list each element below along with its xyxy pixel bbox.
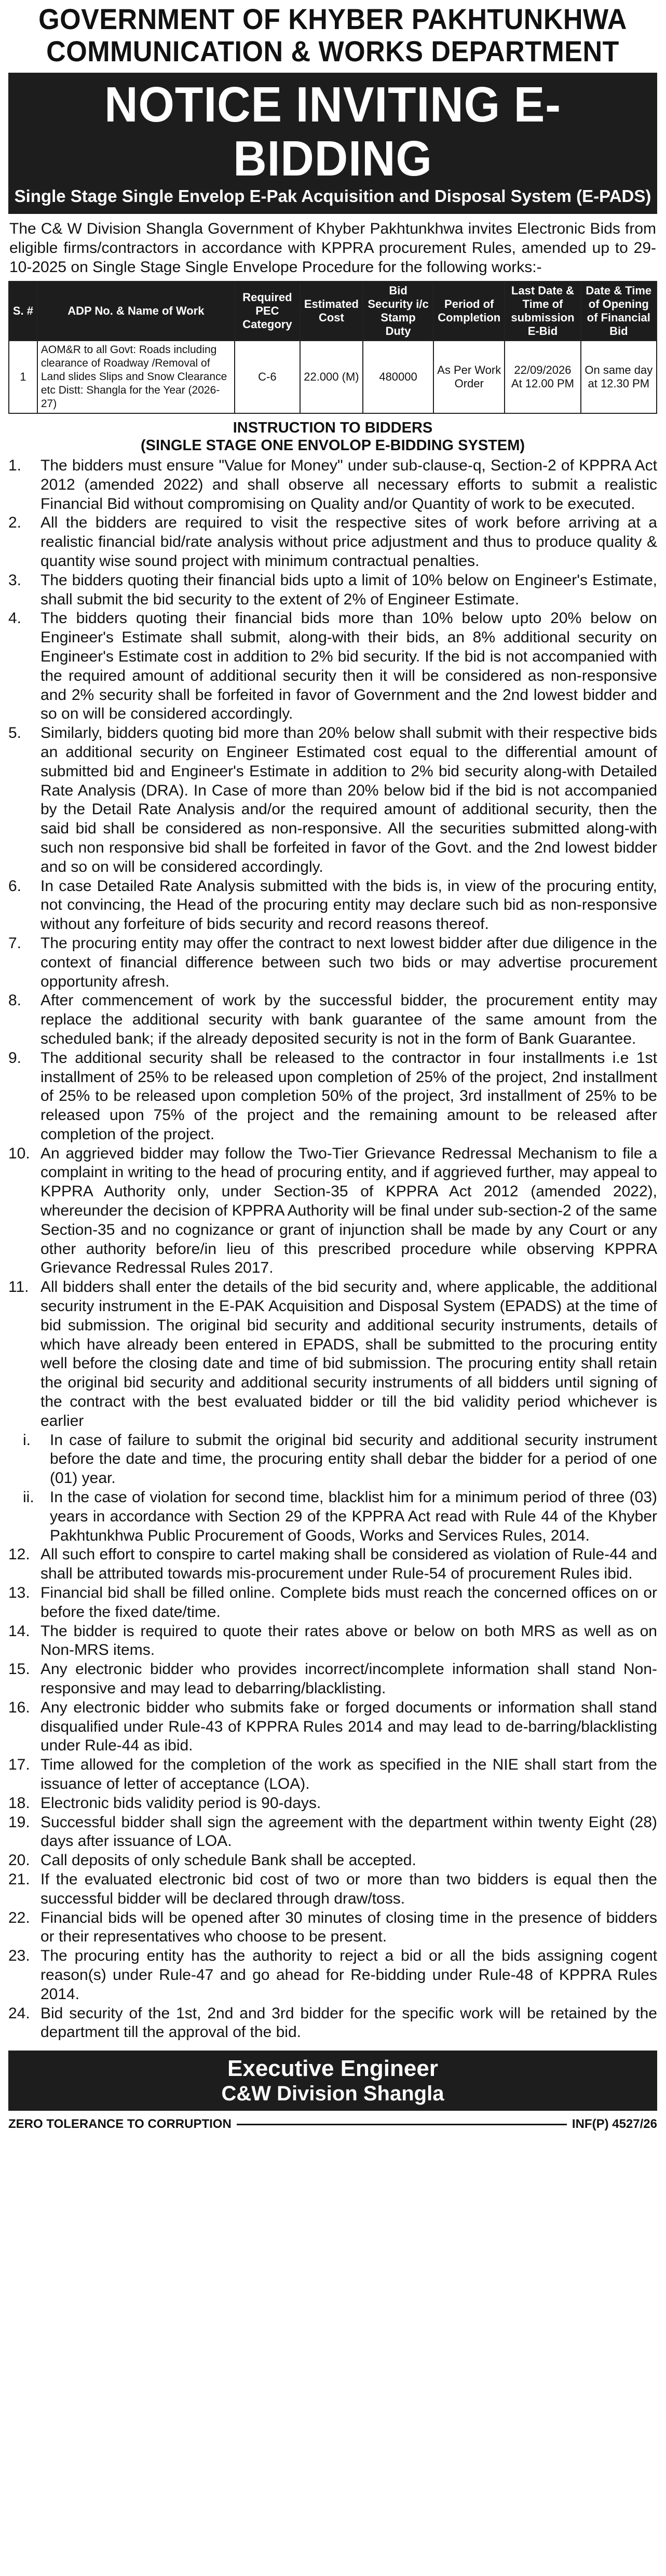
item-text: Bid security of the 1st, 2nd and 3rd bidder for the specific work will be retained by the department till the approval of the bid. <box>40 2004 657 2041</box>
item-number: 18. <box>8 1794 30 1812</box>
item-text: All such effort to conspire to cartel making shall be considered as violation of Rule-44 and shall be attributed towards mis-procurement under Rule-54 of procurement Rules ibid. <box>40 1546 657 1583</box>
list-item <box>8 934 657 991</box>
item-text: Financial bids will be opened after 30 minutes of closing time in the presence of bidders or their representatives who choose to be present. <box>40 1909 657 1946</box>
cell-last-date: 22/09/2026 At 12.00 PM <box>505 341 580 413</box>
col-header-opening: Date & Time of Opening of Financial Bid <box>581 281 657 341</box>
signature-block <box>8 2051 657 2111</box>
works-table <box>8 281 657 414</box>
item-number: 5. <box>8 724 22 742</box>
item-number: 17. <box>8 1756 30 1774</box>
col-header-last-date: Last Date & Time of submission E-Bid <box>505 281 580 341</box>
item-text: If the evaluated electronic bid cost of two or more than two bidders is equal then the successful bidder will be declared through draw/toss. <box>40 1870 657 1907</box>
item-text: An aggrieved bidder may follow the Two-Tier Grievance Redressal Mechanism to file a complaint in writing to the head of procuring entity, and if aggrieved further, may appeal to KPPRA Authority only, under Section-35 of KPPRA Act 2012 (amended 2022), whereunder the decision of KPPRA Authority will be final under sub-section-2 of the same Section-35 and no cognizance or grant of injunction shall be made by any Court or any other authority before/in lieu of this prescribed procedure while observing KPPRA Grievance Redressal Rules 2017. <box>40 1144 657 1277</box>
notice-page <box>8 3 657 2132</box>
item-number: 23. <box>8 1947 30 1965</box>
item-number: 16. <box>8 1698 30 1716</box>
signatory-title: Executive Engineer <box>227 2056 438 2082</box>
col-header-sno: S. # <box>9 281 37 341</box>
col-header-cost: Estimated Cost <box>300 281 363 341</box>
item-number: 12. <box>8 1546 30 1563</box>
sub-list-item <box>23 1488 657 1545</box>
item-number: 15. <box>8 1661 30 1678</box>
list-item <box>8 1947 657 2004</box>
government-title: GOVERNMENT OF KHYBER PAKHTUNKHWA <box>38 3 627 35</box>
list-item <box>8 1794 657 1813</box>
item-text: Electronic bids validity period is 90-days. <box>40 1794 321 1812</box>
cell-work: AOM&R to all Govt: Roads including clearance of Roadway /Removal of Land slides Slips and Snow Clearance etc Distt: Shangla for the Year (2026-27) <box>37 341 235 413</box>
list-item <box>8 2004 657 2043</box>
col-header-period: Period of Completion <box>433 281 505 341</box>
item-text: The bidders quoting their financial bids more than 10% below upto 20% below on Engineer's Estimate shall submit, along-with their bids, an 8% additional security on Engineer's Estimate cost in addition to 2% bid security. If the bid is not accompanied with the required amount of additional security then it will be considered as non-responsive and 2% security shall be forfeited in favor of Government and the 2nd lowest bidder and so on will be considered accordingly. <box>40 610 657 723</box>
list-item <box>8 1851 657 1870</box>
item-number: 10. <box>8 1144 30 1162</box>
notice-subtitle: Single Stage Single Envelop E-Pak Acquisition and Disposal System (E-PADS) <box>14 186 651 206</box>
item-text: In case Detailed Rate Analysis submitted with the bids is, in view of the procuring entity, not convincing, the Head of the procuring entity may declare such bid as non-responsive without any forfeiture of bids security and record reasons thereof. <box>40 877 657 933</box>
item-text: The bidders quoting their financial bids upto a limit of 10% below on Engineer's Estimate, shall submit the bid security to the extent of 2% of Engineer Estimate. <box>40 571 657 608</box>
notice-banner <box>8 73 657 214</box>
list-item <box>8 571 657 610</box>
item-text: The bidders must ensure "Value for Money" under sub-clause-q, Section-2 of KPPRA Act 2012 (amended 2022) and shall observe all necessary efforts to submit a realistic Financial Bid without compromising on Quality and/or Quantity of work to be executed. <box>40 457 657 512</box>
item-text: Any electronic bidder who provides incorrect/incomplete information shall stand Non-responsive and may lead to debarring/blacklisting. <box>40 1661 657 1697</box>
item-number: 1. <box>8 457 22 474</box>
list-item <box>8 1813 657 1852</box>
item-text: All bidders shall enter the details of the bid security and, where applicable, the additional security instrument in the E-PAK Acquisition and Disposal System (EPADS) at the time of bid submission. The original bid security and additional security instruments, details of which have already been entered in EPADS, shall be submitted to the procuring entity well before the closing date and time of bid submission. The procuring entity shall retain the original bid security and additional security instruments of all bidders until signing of the contract with the best evaluated bidder or till the bid validity period whichever is earlier <box>40 1278 657 1429</box>
item-text: The bidder is required to quote their rates above or below on both MRS as well as on Non-MRS items. <box>40 1622 657 1659</box>
item-number: 20. <box>8 1852 30 1869</box>
item-text: Call deposits of only schedule Bank shall be accepted. <box>40 1852 416 1869</box>
item-number: 9. <box>8 1049 22 1067</box>
item-number: 19. <box>8 1813 30 1831</box>
list-item <box>8 1698 657 1756</box>
list-item <box>8 514 657 571</box>
list-item <box>8 724 657 876</box>
item-number: 13. <box>8 1584 30 1602</box>
cell-opening: On same day at 12.30 PM <box>581 341 657 413</box>
cell-cost: 22.000 (M) <box>300 341 363 413</box>
cell-period: As Per Work Order <box>433 341 505 413</box>
list-item <box>8 1870 657 1909</box>
sub-item-number: ii. <box>23 1489 34 1506</box>
list-item <box>8 1660 657 1698</box>
list-item <box>8 1144 657 1278</box>
item-text: Financial bid shall be filled online. Complete bids must reach the concerned offices on or before the fixed date/time. <box>40 1584 657 1621</box>
item-number: 2. <box>8 514 22 532</box>
item-number: 21. <box>8 1870 30 1888</box>
item-number: 4. <box>8 610 22 627</box>
list-item <box>8 1049 657 1144</box>
sub-item-number: i. <box>23 1431 31 1449</box>
item-text: After commencement of work by the successful bidder, the procurement entity may replace the additional security with bank guarantee of the same amount from the scheduled bank; if the already deposited security is not in the form of Bank Guarantee. <box>40 992 657 1047</box>
sub-item-text: In case of failure to submit the original bid security and additional security instrument before the date and time, the procuring entity shall debar the bidder for a period of one (01) year. <box>50 1431 657 1487</box>
list-item <box>8 1278 657 1431</box>
item-text: Similarly, bidders quoting bid more than 20% below shall submit with their respective bids an additional security on Engineer Estimated cost equal to the differential amount of submitted bid and Engineer's Estimate in addition to 2% bid security along-with Detailed Rate Analysis (DRA). In Case of more than 20% below bid if the bid is not accompanied by the Detail Rate Analysis and/or the required amount of additional security, then the said bid shall be considered as non-responsive. All the securities submitted along-with such non responsive bid shall be forfeited in favor of the Govt. and the 2nd lowest bidder and so on will be considered accordingly. <box>40 724 657 875</box>
item-text: The additional security shall be released to the contractor in four installments i.e 1st installment of 25% to be released upon completion of 25% of the project, 2nd installment of 25% to be released upon completion 50% of the project, 3rd installment of 25% to be released upon 75% of the project and the remaining amount to be released after completion of the project. <box>40 1049 657 1143</box>
item-number: 7. <box>8 934 22 952</box>
cell-sno: 1 <box>9 341 37 413</box>
item-number: 24. <box>8 2004 30 2022</box>
divider <box>237 2124 567 2125</box>
item-text: All the bidders are required to visit the respective sites of work before arriving at a realistic financial bid/rate analysis without price adjustment and thus to produce quality & quantity wise sound project with minimum contractual penalties. <box>40 514 657 570</box>
table-header-row <box>9 281 657 341</box>
signatory-office: C&W Division Shangla <box>221 2082 444 2106</box>
item-number: 22. <box>8 1909 30 1926</box>
item-text: The procuring entity may offer the contract to next lowest bidder after due diligence in the context of financial difference between such two bids or may advertise procurement opportunity afresh. <box>40 934 657 990</box>
instructions-subtitle: (SINGLE STAGE ONE ENVOLOP E-BIDDING SYSTEM) <box>140 437 525 454</box>
intro-paragraph: The C& W Division Shangla Government of Khyber Pakhtunkhwa invites Electronic Bids from eligible firms/contractors in accordance with KPPRA procurement Rules, amended up to 29-10-2025 on Single Stage Single Envelope Procedure for the following works:- <box>9 220 656 276</box>
item-number: 14. <box>8 1622 30 1640</box>
table-row <box>9 341 657 413</box>
notice-title: NOTICE INVITING E-BIDDING <box>104 77 561 186</box>
item-number: 8. <box>8 992 22 1009</box>
list-item <box>8 877 657 934</box>
sub-list-item <box>23 1431 657 1488</box>
item-text: The procuring entity has the authority to reject a bid or all the bids assigning cogent reason(s) under Rule-47 and go ahead for Re-bidding under Rule-48 of KPPRA Rules 2014. <box>40 1947 657 2003</box>
item-number: 11. <box>8 1278 29 1296</box>
list-item <box>8 456 657 514</box>
cell-security: 480000 <box>363 341 433 413</box>
item-text: Time allowed for the completion of the work as specified in the NIE shall start from the issuance of letter of acceptance (LOA). <box>40 1756 657 1792</box>
list-item <box>8 1545 657 1584</box>
reference-number: INF(P) 4527/26 <box>572 2117 657 2132</box>
list-item <box>8 609 657 724</box>
bottom-line <box>8 2117 657 2132</box>
list-item <box>8 1584 657 1622</box>
item-number: 3. <box>8 571 22 589</box>
list-item <box>8 1909 657 1947</box>
list-item <box>8 1756 657 1794</box>
list-item <box>8 991 657 1048</box>
instructions-list <box>8 456 657 2042</box>
list-item <box>8 1622 657 1661</box>
slogan: ZERO TOLERANCE TO CORRUPTION <box>8 2117 232 2132</box>
item-text: Any electronic bidder who submits fake or forged documents or information shall stand disqualified under Rule-43 of KPPRA Rules 2014 and may lead to de-barring/blacklisting under Rule-44 as ibid. <box>40 1698 657 1755</box>
item-text: Successful bidder shall sign the agreement with the department within twenty Eight (28) days after issuance of LOA. <box>40 1813 657 1850</box>
department-title: COMMUNICATION & WORKS DEPARTMENT <box>46 35 619 68</box>
sub-item-text: In the case of violation for second time, blacklist him for a minimum period of three (03) years in accordance with Section 29 of the KPPRA Act read with Rule 44 of the Khyber Pakhtunkhwa Public Procurement of Goods, Works and Services Rules, 2014. <box>50 1489 657 1544</box>
item-number: 6. <box>8 877 22 895</box>
cell-pec: C-6 <box>235 341 300 413</box>
instructions-title: INSTRUCTION TO BIDDERS <box>233 420 433 436</box>
col-header-security: Bid Security i/c Stamp Duty <box>363 281 433 341</box>
col-header-work: ADP No. & Name of Work <box>37 281 235 341</box>
col-header-pec: Required PEC Category <box>235 281 300 341</box>
